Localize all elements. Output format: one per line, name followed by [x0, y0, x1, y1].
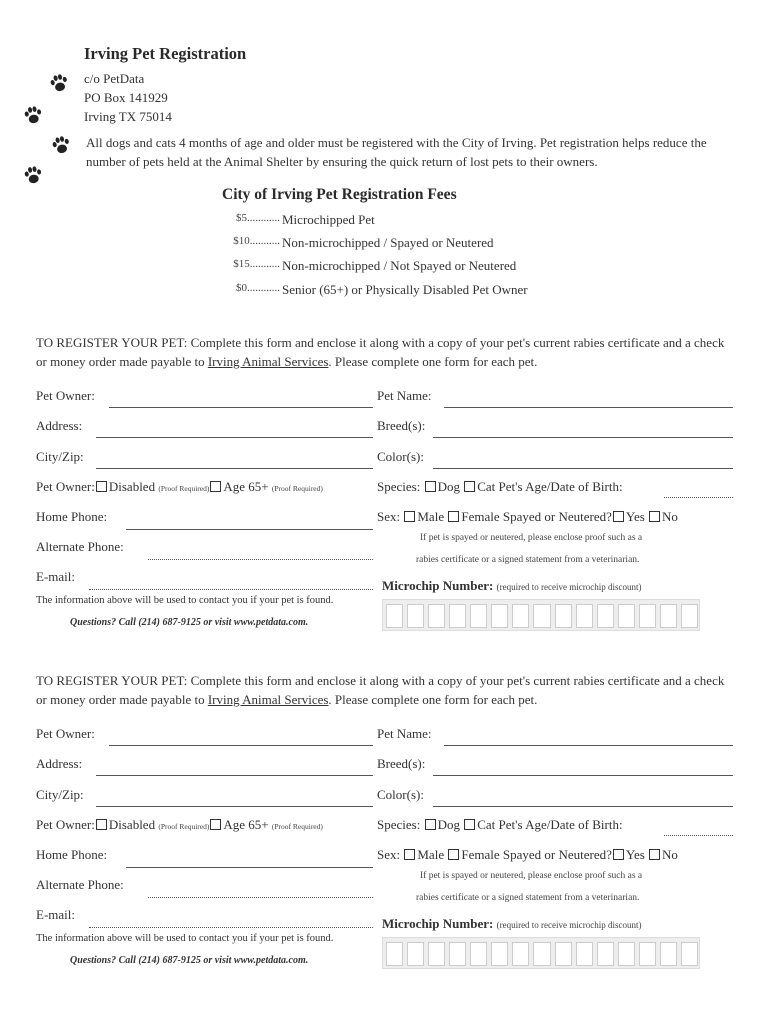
fee-row [200, 282, 620, 298]
color-label: Color(s): [377, 449, 424, 464]
paw-icon [50, 134, 72, 156]
species-label: Species: [377, 479, 421, 494]
info-usage-note: The information above will be used to contact you if your pet is found. [36, 595, 334, 606]
payee-name: Irving Animal Services [207, 354, 329, 369]
paw-icon [48, 72, 70, 94]
proof-note: (Proof Required) [271, 484, 323, 493]
fee-row [200, 212, 620, 228]
address-label: Address: [36, 418, 83, 433]
pet-owner-field[interactable] [109, 407, 373, 408]
home-phone-field[interactable] [126, 529, 373, 530]
fee-description: Non-microchipped / Not Spayed or Neutered [282, 258, 517, 273]
age65-label: Age 65+ [223, 817, 269, 832]
female-checkbox[interactable] [448, 511, 459, 522]
payee-name: Irving Animal Services [207, 692, 329, 707]
home-phone-field[interactable] [126, 867, 373, 868]
questions-note: Questions? Call (214) 687-9125 or visit www.petdata.com. [70, 955, 309, 966]
email-label: E-mail: [36, 569, 75, 584]
breeds-field[interactable] [433, 775, 733, 776]
fee-amount: $15........... [233, 258, 280, 270]
alt-phone-field[interactable] [148, 559, 373, 560]
alt-phone-field[interactable] [148, 897, 373, 898]
address-line-2: PO Box 141929 [84, 90, 168, 105]
pet-name-field[interactable] [444, 407, 733, 408]
address-line-3: Irving TX 75014 [84, 109, 172, 124]
microchip-label [382, 916, 642, 932]
species-label: Species: [377, 817, 421, 832]
age-dob-field[interactable] [664, 497, 733, 498]
city-zip-label: City/Zip: [36, 787, 84, 802]
color-field[interactable] [433, 806, 733, 807]
breeds-label: Breed(s): [377, 756, 426, 771]
breeds-label: Breed(s): [377, 418, 426, 433]
email-label: E-mail: [36, 907, 75, 922]
species-row [377, 817, 623, 833]
city-zip-field[interactable] [96, 468, 373, 469]
fee-amount: $5............ [236, 212, 280, 224]
male-checkbox[interactable] [404, 511, 415, 522]
instructions-text-end: . Please complete one form for each pet. [328, 692, 538, 707]
spay-note-2: rabies certificate or a signed statement from a veterinarian. [416, 555, 640, 565]
owner-status-row [36, 479, 323, 495]
breeds-field[interactable] [433, 437, 733, 438]
age-dob-label: Pet's Age/Date of Birth: [498, 479, 623, 494]
alt-phone-label: Alternate Phone: [36, 877, 124, 892]
pet-name-label: Pet Name: [377, 726, 432, 741]
spay-note-1: If pet is spayed or neutered, please enclose proof such as a [420, 533, 643, 543]
instructions-text: TO REGISTER YOUR PET: Complete this form and enclose it along with a copy of your pet's current rabies certificate and a check or money order made payable to [36, 335, 725, 369]
address-field[interactable] [96, 775, 373, 776]
spayed-question: Spayed or Neutered? [502, 509, 612, 524]
instructions-text-end: . Please complete one form for each pet. [328, 354, 538, 369]
dog-label: Dog [437, 817, 460, 832]
disabled-checkbox[interactable] [96, 481, 107, 492]
owner-status-label: Pet Owner: [36, 479, 95, 494]
no-label: No [662, 509, 678, 524]
age-dob-field[interactable] [664, 835, 733, 836]
female-checkbox[interactable] [448, 849, 459, 860]
age65-checkbox[interactable] [210, 481, 221, 492]
age65-checkbox[interactable] [210, 819, 221, 830]
instructions-text: TO REGISTER YOUR PET: Complete this form and enclose it along with a copy of your pet's current rabies certificate and a check or money order made payable to [36, 673, 725, 707]
dog-checkbox[interactable] [425, 481, 436, 492]
owner-status-row [36, 817, 323, 833]
cat-checkbox[interactable] [464, 819, 475, 830]
cat-label: Cat [477, 479, 496, 494]
pet-owner-label: Pet Owner: [36, 726, 95, 741]
fees-title: City of Irving Pet Registration Fees [222, 186, 457, 203]
paw-icon [22, 164, 44, 186]
microchip-sub: (required to receive microchip discount) [496, 582, 642, 592]
sex-label: Sex: [377, 509, 401, 524]
microchip-label [382, 578, 642, 594]
fee-description: Senior (65+) or Physically Disabled Pet Owner [282, 282, 528, 297]
pet-owner-label: Pet Owner: [36, 388, 95, 403]
form-instructions [36, 671, 736, 709]
disabled-label: Disabled [108, 479, 156, 494]
spay-note-2: rabies certificate or a signed statement from a veterinarian. [416, 893, 640, 903]
male-label: Male [417, 509, 445, 524]
registration-form-1 [0, 333, 770, 643]
yes-label: Yes [625, 509, 645, 524]
city-zip-field[interactable] [96, 806, 373, 807]
disabled-checkbox[interactable] [96, 819, 107, 830]
proof-note: (Proof Required) [158, 484, 210, 493]
owner-status-label: Pet Owner: [36, 817, 95, 832]
female-label: Female [461, 509, 500, 524]
yes-checkbox[interactable] [613, 511, 624, 522]
disabled-label: Disabled [108, 817, 156, 832]
male-label: Male [417, 847, 445, 862]
age-dob-label: Pet's Age/Date of Birth: [498, 817, 623, 832]
proof-note: (Proof Required) [271, 822, 323, 831]
alt-phone-label: Alternate Phone: [36, 539, 124, 554]
microchip-input[interactable] [382, 937, 700, 969]
yes-label: Yes [625, 847, 645, 862]
fee-row [200, 235, 620, 251]
form-instructions [36, 333, 736, 371]
microchip-sub: (required to receive microchip discount) [496, 920, 642, 930]
no-label: No [662, 847, 678, 862]
yes-checkbox[interactable] [613, 849, 624, 860]
home-phone-label: Home Phone: [36, 847, 108, 862]
microchip-label-text: Microchip Number: [382, 578, 494, 593]
page-title: Irving Pet Registration [84, 44, 247, 63]
proof-note: (Proof Required) [158, 822, 210, 831]
info-usage-note: The information above will be used to contact you if your pet is found. [36, 933, 334, 944]
color-label: Color(s): [377, 787, 424, 802]
no-checkbox[interactable] [649, 849, 660, 860]
city-zip-label: City/Zip: [36, 449, 84, 464]
age65-label: Age 65+ [223, 479, 269, 494]
intro-paragraph: All dogs and cats 4 months of age and older must be registered with the City of Irving. Pet registration helps reduce the number of pets held at the Animal Shelter by ensuring the quick return of lost pets to their owners. [86, 135, 707, 169]
spay-note-1: If pet is spayed or neutered, please enclose proof such as a [420, 871, 643, 881]
male-checkbox[interactable] [404, 849, 415, 860]
address-field[interactable] [96, 437, 373, 438]
fee-description: Non-microchipped / Spayed or Neutered [282, 235, 494, 250]
female-label: Female [461, 847, 500, 862]
fee-row [200, 258, 620, 274]
species-row [377, 479, 623, 495]
address-line-1: c/o PetData [84, 71, 145, 86]
fee-amount: $10........... [233, 235, 280, 247]
registration-form-2 [0, 671, 770, 981]
pet-name-field[interactable] [444, 745, 733, 746]
questions-note: Questions? Call (214) 687-9125 or visit www.petdata.com. [70, 617, 309, 628]
pet-name-label: Pet Name: [377, 388, 432, 403]
microchip-label-text: Microchip Number: [382, 916, 494, 931]
sex-label: Sex: [377, 847, 401, 862]
email-field[interactable] [89, 927, 373, 928]
cat-label: Cat [477, 817, 496, 832]
dog-label: Dog [437, 479, 460, 494]
fee-amount: $0............ [236, 282, 280, 294]
paw-icon [22, 104, 44, 126]
dog-checkbox[interactable] [425, 819, 436, 830]
email-field[interactable] [89, 589, 373, 590]
sex-row [377, 509, 678, 525]
address-label: Address: [36, 756, 83, 771]
sex-row [377, 847, 678, 863]
home-phone-label: Home Phone: [36, 509, 108, 524]
fee-description: Microchipped Pet [282, 212, 375, 227]
spayed-question: Spayed or Neutered? [502, 847, 612, 862]
microchip-input[interactable] [382, 599, 700, 631]
cat-checkbox[interactable] [464, 481, 475, 492]
no-checkbox[interactable] [649, 511, 660, 522]
color-field[interactable] [433, 468, 733, 469]
pet-owner-field[interactable] [109, 745, 373, 746]
